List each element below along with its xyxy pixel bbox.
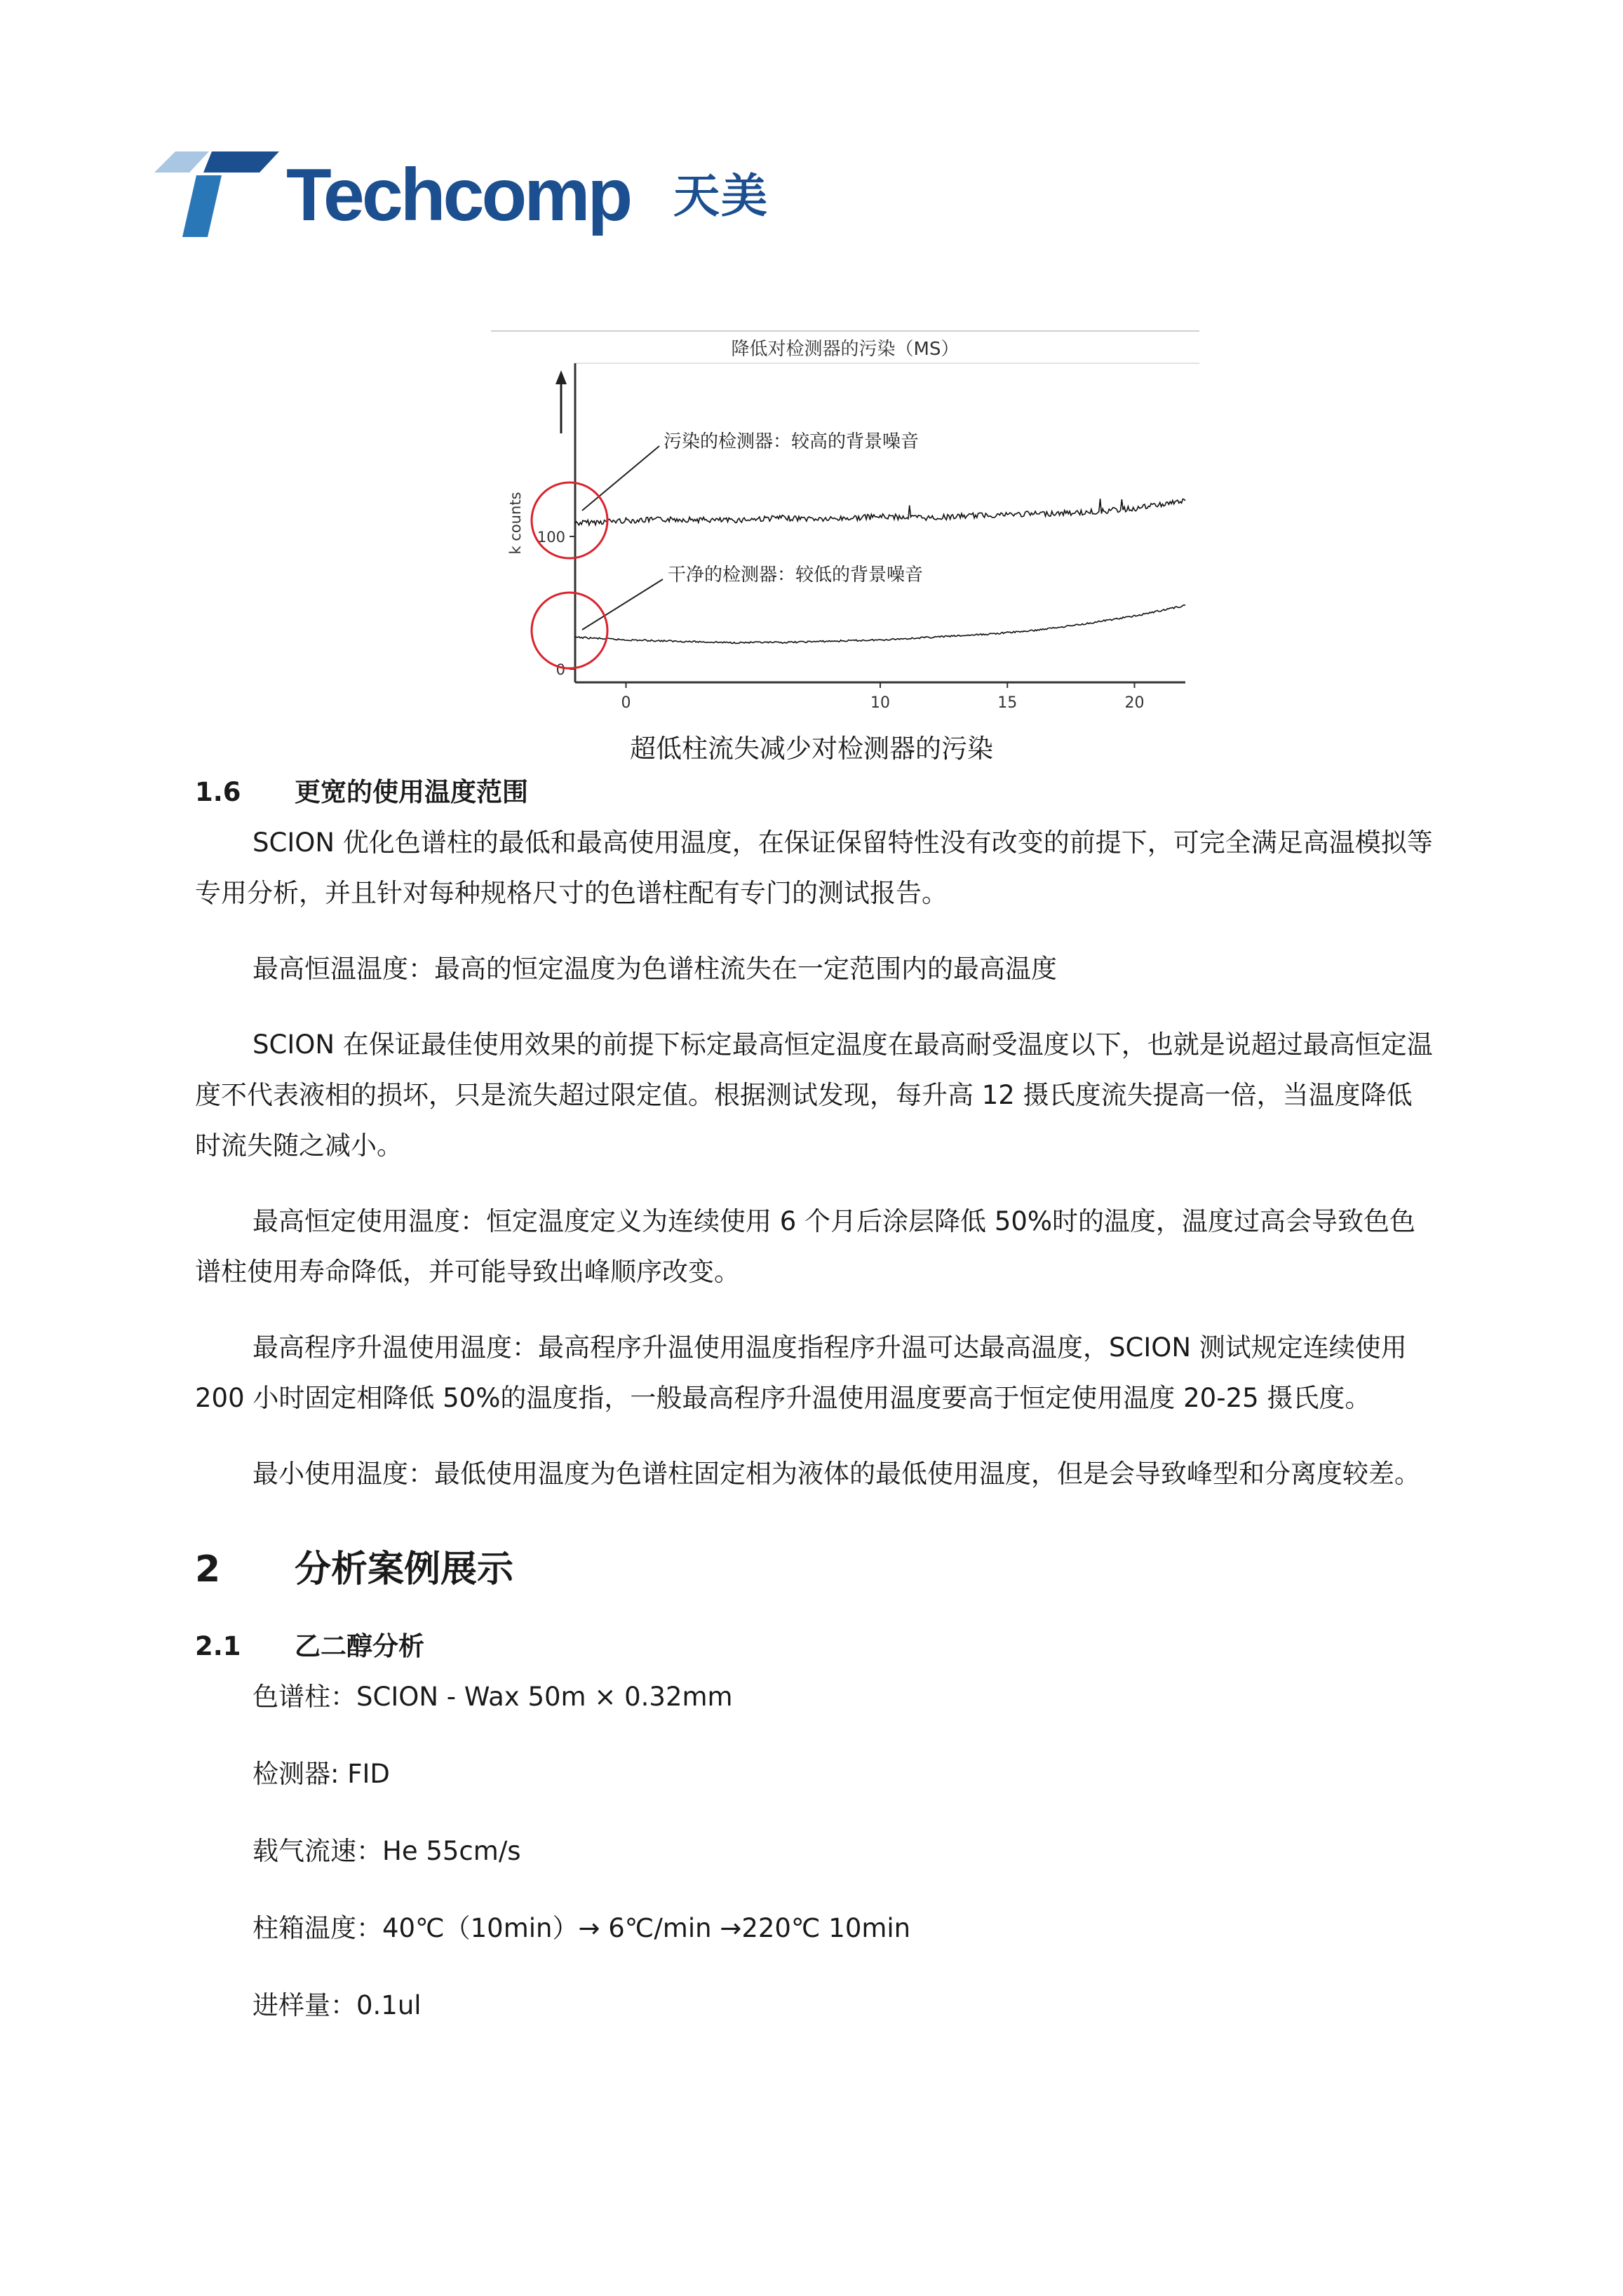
chart-title: 降低对检测器的污染（MS）	[731, 339, 959, 360]
paragraph: 最高程序升温使用温度：最高程序升温使用温度指程序升温可达最高温度，SCION 测试规定连续使用 200 小时固定相降低 50%的温度指，一般最高程序升温使用温度要高于恒定使用温度 20-25 摄氏度。	[195, 1332, 1407, 1413]
paragraph: 最小使用温度：最低使用温度为色谱柱固定相为液体的最低使用温度，但是会导致峰型和分离度较差。	[252, 1459, 1420, 1489]
clean-annotation-leader	[582, 579, 663, 630]
section-number: 1.6	[195, 777, 241, 807]
axis-ticks	[537, 529, 1145, 712]
spec-detector: 检测器: FID	[252, 1759, 390, 1789]
y-tick-label: 100	[537, 528, 565, 546]
clean-start-highlight-circle	[532, 593, 607, 668]
paragraph: 最高恒定使用温度：恒定温度定义为连续使用 6 个月后涂层降低 50%时的温度，温度过高会导致色色谱柱使用寿命降低，并可能导致出峰顺序改变。	[195, 1206, 1416, 1287]
spec-injection-volume: 进样量：0.1ul	[252, 1990, 422, 2020]
dirty-annotation-leader	[582, 446, 659, 511]
section-number: 2	[195, 1548, 221, 1591]
section-number: 2.1	[195, 1631, 241, 1661]
spec-column: 色谱柱：SCION - Wax 50m × 0.32mm	[252, 1682, 733, 1712]
section-heading-2	[195, 1541, 1434, 1598]
dirty-annotation-text: 污染的检测器：较高的背景噪音	[664, 431, 920, 452]
x-tick-label: 20	[1124, 694, 1145, 712]
section-title: 分析案例展示	[295, 1548, 514, 1591]
section-heading-2-1	[195, 1626, 1434, 1668]
techcomp-logo-mark-icon	[154, 151, 281, 237]
document-body	[195, 771, 1434, 2058]
logo-chinese-name: 天美	[673, 169, 769, 223]
figure-caption: 超低柱流失减少对检测器的污染	[630, 734, 993, 764]
spec-carrier-gas: 载气流速：He 55cm/s	[252, 1836, 521, 1866]
series-line-dirty-detector	[575, 499, 1185, 525]
dirty-start-highlight-circle	[532, 482, 607, 558]
section-title: 乙二醇分析	[295, 1631, 424, 1661]
chart-svg	[491, 328, 1199, 712]
section-heading-1-6	[195, 771, 1434, 813]
detector-contamination-chart	[491, 328, 1199, 712]
section-title: 更宽的使用温度范围	[295, 777, 528, 807]
x-tick-label: 15	[997, 694, 1018, 712]
y-axis-label: k counts	[507, 492, 524, 555]
y-tick-label: 0	[555, 661, 565, 679]
company-logo	[154, 151, 772, 241]
spec-oven-temperature: 柱箱温度：40℃（10min）→ 6℃/min →220℃ 10min	[252, 1913, 911, 1943]
clean-annotation-text: 干净的检测器：较低的背景噪音	[668, 565, 924, 586]
paragraph: SCION 优化色谱柱的最低和最高使用温度，在保证保留特性没有改变的前提下，可完全满足高温模拟等专用分析，并且针对每种规格尺寸的色谱柱配有专门的测试报告。	[195, 828, 1433, 908]
paragraph: 最高恒温温度：最高的恒定温度为色谱柱流失在一定范围内的最高温度	[252, 954, 1057, 984]
paragraph: SCION 在保证最佳使用效果的前提下标定最高恒定温度在最高耐受温度以下，也就是说超过最高恒定温度不代表液相的损坏，只是流失超过限定值。根据测试发现，每升高 12 摄氏度流失提高一倍，当温度降低时流失随之减小。	[195, 1029, 1433, 1161]
x-tick-label: 0	[621, 694, 631, 712]
logo-wordmark: Techcomp	[286, 154, 631, 236]
series-line-clean-detector	[575, 605, 1185, 644]
y-axis-arrow-head-icon	[555, 370, 567, 384]
x-tick-label: 10	[870, 694, 890, 712]
